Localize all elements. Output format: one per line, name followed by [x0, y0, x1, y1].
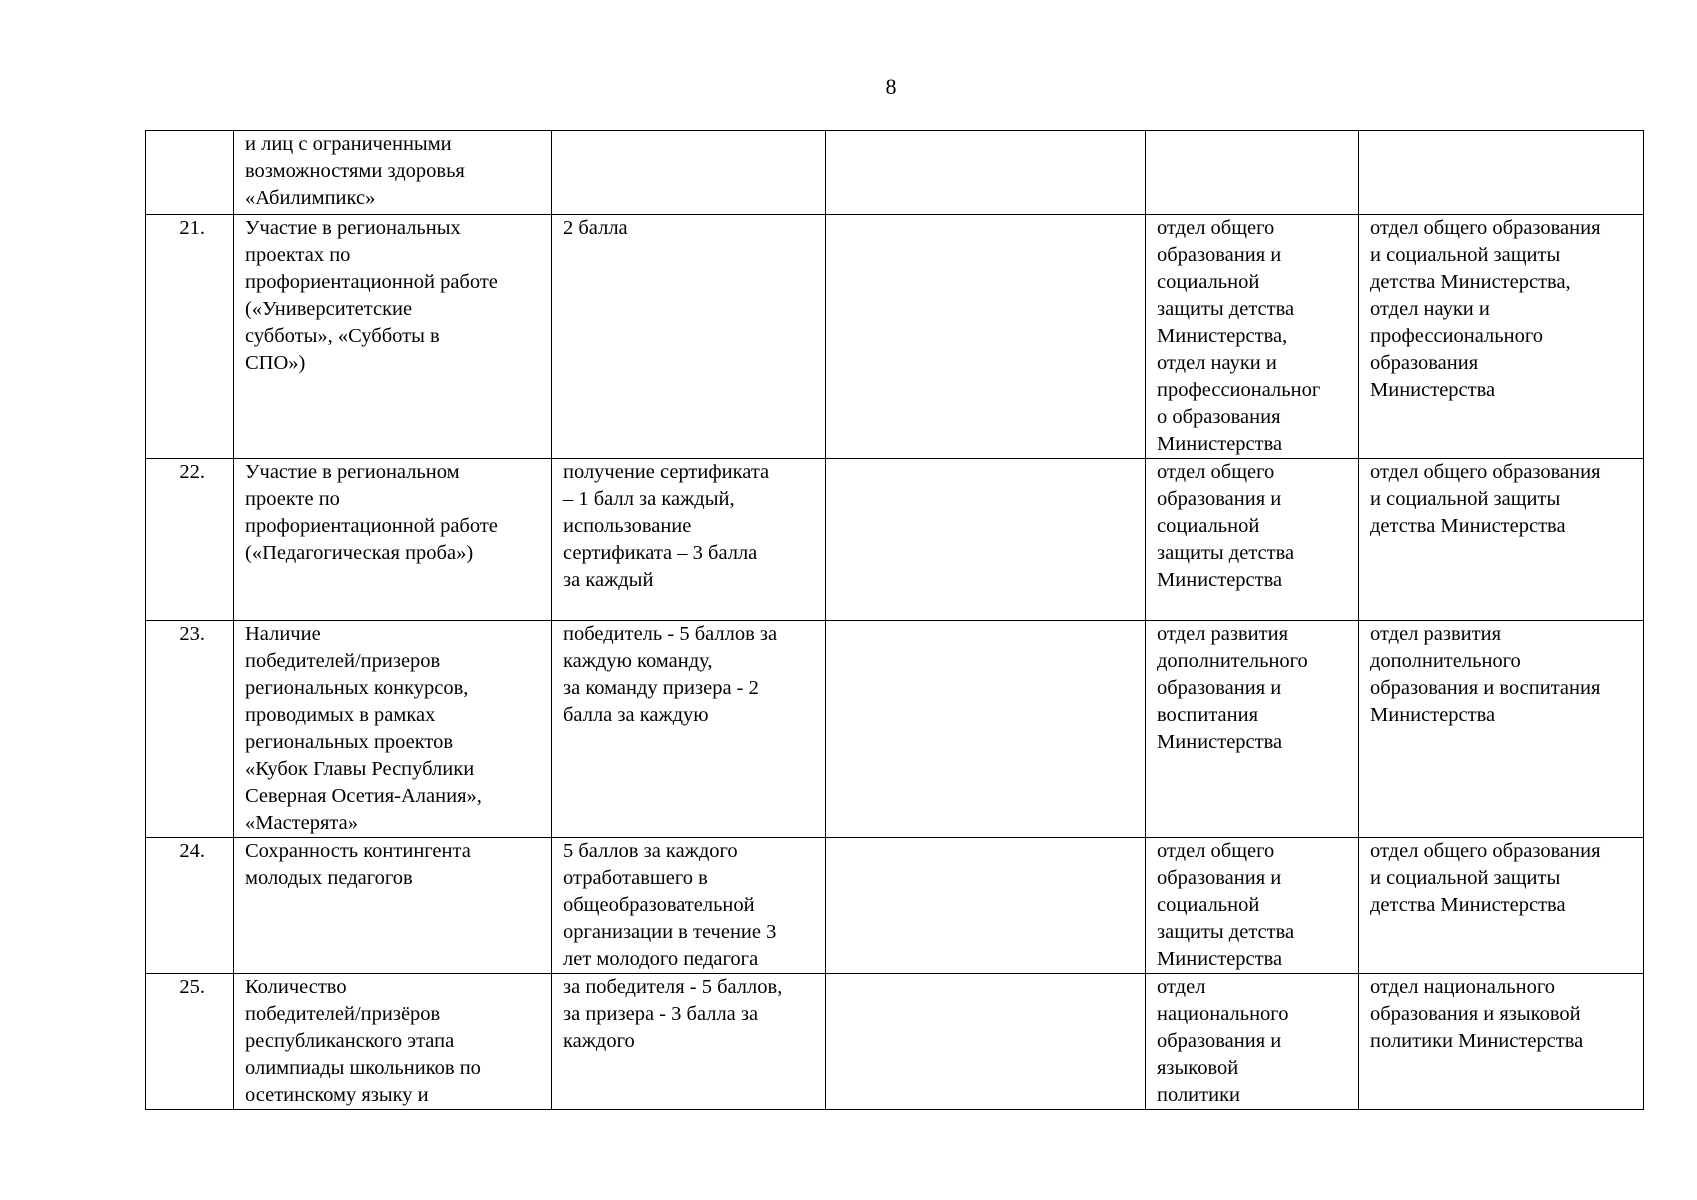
responsible-department-ministry: отдел общего образования и социальной защиты детства Министерства	[1359, 459, 1644, 621]
row-number: 22.	[146, 459, 234, 621]
row-number: 21.	[146, 215, 234, 459]
indicator-name: Количество победителей/призёров республиканского этапа олимпиады школьников по осетинскому языку и	[234, 974, 552, 1110]
row-number: 25.	[146, 974, 234, 1110]
responsible-department: отдел развития дополнительного образования и воспитания Министерства	[1146, 621, 1359, 838]
indicator-name: и лиц с ограниченными возможностями здоровья «Абилимпикс»	[234, 131, 552, 215]
scoring-criterion: получение сертификата – 1 балл за каждый, использование сертификата – 3 балла за каждый	[552, 459, 826, 621]
scoring-criterion	[552, 131, 826, 215]
indicator-name: Участие в региональных проектах по профориентационной работе («Университетские субботы», «Субботы в СПО»)	[234, 215, 552, 459]
indicator-name: Сохранность контингента молодых педагогов	[234, 838, 552, 974]
responsible-department: отдел общего образования и социальной защиты детства Министерства	[1146, 459, 1359, 621]
empty-cell	[826, 974, 1146, 1110]
table-row	[146, 215, 1644, 459]
empty-cell	[826, 215, 1146, 459]
responsible-department-ministry: отдел общего образования и социальной защиты детства Министерства	[1359, 838, 1644, 974]
empty-cell	[826, 621, 1146, 838]
responsible-department-ministry: отдел общего образования и социальной защиты детства Министерства, отдел науки и профессионального образования Министерства	[1359, 215, 1644, 459]
responsible-department-ministry: отдел развития дополнительного образования и воспитания Министерства	[1359, 621, 1644, 838]
row-number: 23.	[146, 621, 234, 838]
criteria-table	[145, 130, 1644, 1110]
empty-cell	[826, 838, 1146, 974]
table-row	[146, 459, 1644, 621]
page-number: 8	[885, 74, 897, 99]
responsible-department	[1146, 131, 1359, 215]
responsible-department-ministry	[1359, 131, 1644, 215]
row-number	[146, 131, 234, 215]
row-number: 24.	[146, 838, 234, 974]
scoring-criterion: 5 баллов за каждого отработавшего в общеобразовательной организации в течение 3 лет молодого педагога	[552, 838, 826, 974]
scoring-criterion: за победителя - 5 баллов, за призера - 3 балла за каждого	[552, 974, 826, 1110]
empty-cell	[826, 459, 1146, 621]
scoring-criterion: 2 балла	[552, 215, 826, 459]
table-row	[146, 974, 1644, 1110]
indicator-name: Наличие победителей/призеров региональных конкурсов, проводимых в рамках региональных проектов «Кубок Главы Республики Северная Осетия-Алания», «Мастерята»	[234, 621, 552, 838]
responsible-department: отдел общего образования и социальной защиты детства Министерства	[1146, 838, 1359, 974]
table-row	[146, 131, 1644, 215]
table-row	[146, 621, 1644, 838]
indicator-name: Участие в региональном проекте по профориентационной работе («Педагогическая проба»)	[234, 459, 552, 621]
responsible-department-ministry: отдел национального образования и языковой политики Министерства	[1359, 974, 1644, 1110]
responsible-department: отдел национального образования и языковой политики	[1146, 974, 1359, 1110]
empty-cell	[826, 131, 1146, 215]
responsible-department: отдел общего образования и социальной защиты детства Министерства, отдел науки и профессиональног о образования Министерства	[1146, 215, 1359, 459]
table-row	[146, 838, 1644, 974]
scoring-criterion: победитель - 5 баллов за каждую команду, за команду призера - 2 балла за каждую	[552, 621, 826, 838]
